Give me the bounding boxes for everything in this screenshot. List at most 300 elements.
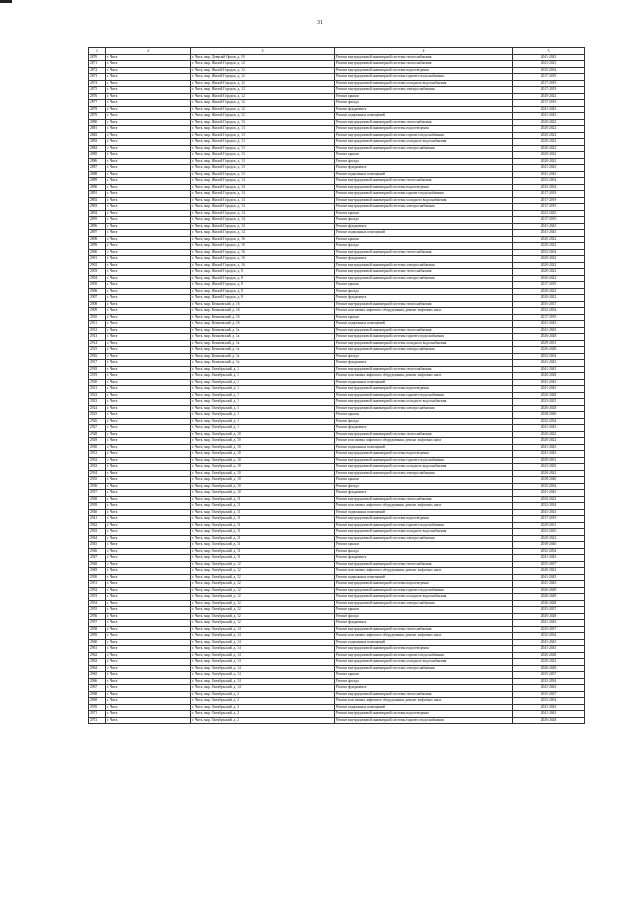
row-number-cell: 2919 [89,373,106,380]
municipality-cell: г. Чита [106,386,191,393]
municipality-cell: г. Чита [106,522,191,529]
address-cell: г. Чита, мкр. Октябрьский, д. 1 [191,392,335,399]
municipality-cell: г. Чита [106,308,191,315]
row-number-cell: 2911 [89,321,106,328]
work-type-cell: Ремонт или замена лифтового оборудования, ремонт лифтовых шахт [335,373,513,380]
address-cell: г. Чита, мкр. Жилой Городок, д. 13 [191,132,335,139]
period-cell: 2017-2019 [513,191,585,198]
row-number-cell: 2878 [89,106,106,113]
address-cell: г. Чита, мкр. Жилой Городок, д. 8 [191,288,335,295]
municipality-cell: г. Чита [106,269,191,276]
address-cell: г. Чита, мкр. Жилой Городок, д. 12 [191,67,335,74]
period-cell: 2032-2034 [513,353,585,360]
municipality-cell: г. Чита [106,152,191,159]
row-number-cell: 2874 [89,80,106,87]
row-number-cell: 2916 [89,353,106,360]
address-cell: г. Чита, мкр. Октябрьский, д. 10 [191,470,335,477]
municipality-cell: г. Чита [106,685,191,692]
municipality-cell: г. Чита [106,54,191,61]
address-cell: г. Чита, мкр. Октябрьский, д. 12 [191,613,335,620]
repair-registry-table [88,47,585,724]
work-type-cell: Ремонт внутридомовой инженерной системы электроснабжения [335,665,513,672]
address-cell: г. Чита, мкр. Жилой Городок, д. 8 [191,295,335,302]
period-cell: 2029-2031 [513,457,585,464]
municipality-cell: г. Чита [106,711,191,718]
work-type-cell: Ремонт внутридомовой инженерной системы электроснабжения [335,405,513,412]
page-number: 31 [317,20,323,26]
period-cell: 2032-2034 [513,178,585,185]
period-cell: 2041-2043 [513,711,585,718]
period-cell: 2041-2043 [513,704,585,711]
period-cell: 2041-2043 [513,490,585,497]
column-header: 1 [89,48,106,55]
work-type-cell: Ремонт внутридомовой инженерной системы теплоснабжения [335,691,513,698]
period-cell: 2032-2034 [513,483,585,490]
municipality-cell: г. Чита [106,126,191,133]
row-number-cell: 2930 [89,444,106,451]
address-cell: г. Чита, мкр. Октябрьский, д. 14 [191,626,335,633]
municipality-cell: г. Чита [106,704,191,711]
row-number-cell: 2895 [89,217,106,224]
period-cell: 2020-2022 [513,269,585,276]
address-cell: г. Чита, мкр. Жилой Городок, д. 16 [191,256,335,263]
address-cell: г. Чита, мкр. Жилой Городок, д. 12 [191,80,335,87]
row-number-cell: 2910 [89,314,106,321]
work-type-cell: Ремонт внутридомовой инженерной системы теплоснабжения [335,178,513,185]
municipality-cell: г. Чита [106,438,191,445]
period-cell: 2041-2043 [513,581,585,588]
municipality-cell: г. Чита [106,483,191,490]
period-cell: 2026-2028 [513,334,585,341]
address-cell: г. Чита, мкр. Октябрьский, д. 1 [191,425,335,432]
row-number-cell: 2939 [89,503,106,510]
row-number-cell: 2942 [89,522,106,529]
address-cell: г. Чита, мкр. Октябрьский, д. 12 [191,600,335,607]
row-number-cell: 2871 [89,61,106,68]
work-type-cell: Ремонт внутридомовой инженерной системы водоотведения [335,711,513,718]
address-cell: г. Чита, мкр. Жилой Городок, д. 8 [191,282,335,289]
row-number-cell: 2912 [89,327,106,334]
municipality-cell: г. Чита [106,243,191,250]
municipality-cell: г. Чита [106,210,191,217]
municipality-cell: г. Чита [106,405,191,412]
municipality-cell: г. Чита [106,321,191,328]
row-number-cell: 2872 [89,67,106,74]
address-cell: г. Чита, мкр. Октябрьский, д. 11 [191,516,335,523]
row-number-cell: 2951 [89,581,106,588]
work-type-cell: Ремонт крыши [335,210,513,217]
municipality-cell: г. Чита [106,171,191,178]
address-cell: г. Чита, мкр. Октябрьский, д. 10 [191,457,335,464]
address-cell: г. Чита, мкр. Октябрьский, д. 14 [191,652,335,659]
municipality-cell: г. Чита [106,256,191,263]
row-number-cell: 2890 [89,184,106,191]
period-cell: 2020-2022 [513,262,585,269]
municipality-cell: г. Чита [106,87,191,94]
address-cell: г. Чита, мкр. Октябрьский, д. 1 [191,386,335,393]
municipality-cell: г. Чита [106,509,191,516]
address-cell: г. Чита, мкр. Жилой Городок, д. 14 [191,184,335,191]
work-type-cell: Ремонт фундамента [335,490,513,497]
period-cell: 2041-2043 [513,165,585,172]
municipality-cell: г. Чита [106,431,191,438]
period-cell: 2032-2034 [513,67,585,74]
row-number-cell: 2956 [89,613,106,620]
work-type-cell: Ремонт крыши [335,542,513,549]
period-cell: 2026-2028 [513,392,585,399]
work-type-cell: Ремонт внутридомовой инженерной системы горячего водоснабжения [335,392,513,399]
municipality-cell: г. Чита [106,659,191,666]
address-cell: г. Чита, мкр. Октябрьский, д. 14 [191,672,335,679]
municipality-cell: г. Чита [106,288,191,295]
address-cell: г. Чита, мкр. Октябрьский, д. 11 [191,529,335,536]
period-cell: 2035-2037 [513,672,585,679]
period-cell: 2026-2028 [513,405,585,412]
address-cell: г. Чита, мкр. Жилой Городок, д. 13 [191,126,335,133]
work-type-cell: Ремонт внутридомовой инженерной системы водоотведения [335,126,513,133]
work-type-cell: Ремонт внутридомовой инженерной системы холодного водоснабжения [335,80,513,87]
row-number-cell: 2883 [89,139,106,146]
row-number-cell: 2957 [89,620,106,627]
row-number-cell: 2899 [89,243,106,250]
work-type-cell: Ремонт или замена лифтового оборудования, ремонт лифтовых шахт [335,438,513,445]
work-type-cell: Ремонт фасада [335,613,513,620]
work-type-cell: Ремонт внутридомовой инженерной системы водоотведения [335,516,513,523]
period-cell: 2041-2043 [513,113,585,120]
work-type-cell: Ремонт внутридомовой инженерной системы водоотведения [335,451,513,458]
work-type-cell: Ремонт фундамента [335,165,513,172]
period-cell: 2032-2034 [513,249,585,256]
row-number-cell: 2886 [89,158,106,165]
work-type-cell: Ремонт фундамента [335,295,513,302]
row-number-cell: 2915 [89,347,106,354]
work-type-cell: Ремонт крыши [335,236,513,243]
municipality-cell: г. Чита [106,80,191,87]
work-type-cell: Ремонт фасада [335,158,513,165]
work-type-cell: Ремонт внутридомовой инженерной системы горячего водоснабжения [335,191,513,198]
work-type-cell: Ремонт внутридомовой инженерной системы электроснабжения [335,262,513,269]
period-cell: 2041-2043 [513,321,585,328]
municipality-cell: г. Чита [106,340,191,347]
address-cell: г. Чита, мкр. Октябрьский, д. 1 [191,366,335,373]
row-number-cell: 2969 [89,698,106,705]
municipality-cell: г. Чита [106,646,191,653]
work-type-cell: Ремонт крыши [335,93,513,100]
row-number-cell: 2879 [89,113,106,120]
address-cell: г. Чита, мкр. Кешковский, д. 1а [191,360,335,367]
row-number-cell: 2935 [89,477,106,484]
municipality-cell: г. Чита [106,165,191,172]
period-cell: 2026-2028 [513,652,585,659]
municipality-cell: г. Чита [106,607,191,614]
municipality-cell: г. Чита [106,620,191,627]
period-cell: 2017-2019 [513,204,585,211]
municipality-cell: г. Чита [106,561,191,568]
address-cell: г. Чита, мкр. Октябрьский, д. 2 [191,711,335,718]
row-number-cell: 2876 [89,93,106,100]
address-cell: г. Чита, мкр. Октябрьский, д. 11 [191,555,335,562]
period-cell: 2041-2043 [513,685,585,692]
municipality-cell: г. Чита [106,113,191,120]
address-cell: г. Чита, мкр. Октябрьский, д. 11 [191,535,335,542]
work-type-cell: Ремонт внутридомовой инженерной системы горячего водоснабжения [335,457,513,464]
work-type-cell: Ремонт фундамента [335,425,513,432]
work-type-cell: Ремонт фундамента [335,685,513,692]
address-cell: г. Чита, мкр. Октябрьский, д. 12 [191,587,335,594]
period-cell: 2041-2043 [513,366,585,373]
row-number-cell: 2954 [89,600,106,607]
address-cell: г. Чита, мкр. Жилой Городок, д. 12 [191,93,335,100]
period-cell: 2026-2028 [513,665,585,672]
period-cell: 2020-2022 [513,470,585,477]
address-cell: г. Чита, мкр. Жилой Городок, д. 8 [191,269,335,276]
work-type-cell: Ремонт фасада [335,217,513,224]
municipality-cell: г. Чита [106,93,191,100]
row-number-cell: 2882 [89,132,106,139]
address-cell: г. Чита, мкр. Жилой Городок, д. 13 [191,171,335,178]
address-cell: г. Чита, мкр. Октябрьский, д. 10 [191,438,335,445]
period-cell: 2017-2019 [513,516,585,523]
address-cell: г. Чита, мкр. Жилой Городок, д. 14 [191,217,335,224]
row-number-cell: 2937 [89,490,106,497]
period-cell: 2026-2028 [513,347,585,354]
work-type-cell: Ремонт подвальных помещений [335,639,513,646]
row-number-cell: 2955 [89,607,106,614]
period-cell: 2023-2025 [513,399,585,406]
work-type-cell: Ремонт внутридомовой инженерной системы теплоснабжения [335,496,513,503]
work-type-cell: Ремонт внутридомовой инженерной системы водоотведения [335,646,513,653]
row-number-cell: 2933 [89,464,106,471]
address-cell: г. Чита, мкр. Жилой Городок, д. 12 [191,87,335,94]
row-number-cell: 2936 [89,483,106,490]
municipality-cell: г. Чита [106,132,191,139]
municipality-cell: г. Чита [106,594,191,601]
row-number-cell: 2905 [89,282,106,289]
period-cell: 2041-2043 [513,379,585,386]
address-cell: г. Чита, мкр. Октябрьский, д. 10 [191,451,335,458]
row-number-cell: 2945 [89,542,106,549]
period-cell: 2032-2034 [513,503,585,510]
period-cell: 2032-2034 [513,633,585,640]
period-cell: 2041-2043 [513,106,585,113]
address-cell: г. Чита, мкр. Жилой Городок, д. 14 [191,223,335,230]
period-cell: 2020-2022 [513,236,585,243]
municipality-cell: г. Чита [106,600,191,607]
row-number-cell: 2938 [89,496,106,503]
work-type-cell: Ремонт внутридомовой инженерной системы электроснабжения [335,600,513,607]
address-cell: г. Чита, мкр. Октябрьский, д. 14 [191,659,335,666]
municipality-cell: г. Чита [106,314,191,321]
municipality-cell: г. Чита [106,119,191,126]
row-number-cell: 2966 [89,678,106,685]
row-number-cell: 2927 [89,425,106,432]
row-number-cell: 2967 [89,685,106,692]
row-number-cell: 2893 [89,204,106,211]
work-type-cell: Ремонт внутридомовой инженерной системы электроснабжения [335,347,513,354]
address-cell: г. Чита, мкр. Октябрьский, д. 10 [191,464,335,471]
municipality-cell: г. Чита [106,451,191,458]
address-cell: г. Чита, мкр. Октябрьский, д. 1 [191,405,335,412]
municipality-cell: г. Чита [106,184,191,191]
municipality-cell: г. Чита [106,548,191,555]
address-cell: г. Чита, мкр. Октябрьский, д. 14 [191,633,335,640]
work-type-cell: Ремонт фасада [335,288,513,295]
row-number-cell: 2875 [89,87,106,94]
row-number-cell: 2922 [89,392,106,399]
municipality-cell: г. Чита [106,67,191,74]
work-type-cell: Ремонт крыши [335,607,513,614]
municipality-cell: г. Чита [106,61,191,68]
row-number-cell: 2903 [89,269,106,276]
work-type-cell: Ремонт внутридомовой инженерной системы электроснабжения [335,535,513,542]
municipality-cell: г. Чита [106,197,191,204]
work-type-cell: Ремонт или замена лифтового оборудования, ремонт лифтовых шахт [335,308,513,315]
municipality-cell: г. Чита [106,574,191,581]
municipality-cell: г. Чита [106,639,191,646]
municipality-cell: г. Чита [106,542,191,549]
period-cell: 2023-2025 [513,210,585,217]
row-number-cell: 2909 [89,308,106,315]
row-number-cell: 2880 [89,119,106,126]
period-cell: 2020-2022 [513,243,585,250]
address-cell: г. Чита, мкр. Октябрьский, д. 12 [191,607,335,614]
column-header: 5 [513,48,585,55]
period-cell: 2020-2022 [513,288,585,295]
municipality-cell: г. Чита [106,373,191,380]
municipality-cell: г. Чита [106,204,191,211]
address-cell: г. Чита, мкр. Жилой Городок, д. 8 [191,275,335,282]
row-number-cell: 2894 [89,210,106,217]
row-number-cell: 2926 [89,418,106,425]
work-type-cell: Ремонт фундамента [335,223,513,230]
address-cell: г. Чита, мкр. Октябрьский, д. 2 [191,691,335,698]
address-cell: г. Чита, мкр. Октябрьский, д. 1 [191,379,335,386]
address-cell: г. Чита, мкр. Октябрьский, д. 1 [191,373,335,380]
period-cell: 2017-2019 [513,100,585,107]
municipality-cell: г. Чита [106,444,191,451]
work-type-cell: Ремонт фасада [335,548,513,555]
row-number-cell: 2888 [89,171,106,178]
corner-mark [0,0,12,3]
period-cell: 2020-2022 [513,659,585,666]
address-cell: г. Чита, мкр. Октябрьский, д. 12 [191,568,335,575]
row-number-cell: 2960 [89,639,106,646]
period-cell: 2041-2043 [513,574,585,581]
work-type-cell: Ремонт внутридомовой инженерной системы теплоснабжения [335,249,513,256]
period-cell: 2023-2025 [513,61,585,68]
work-type-cell: Ремонт фасада [335,678,513,685]
period-cell: 2032-2034 [513,308,585,315]
period-cell: 2029-2031 [513,522,585,529]
address-cell: г. Чита, мкр. Девятый Орлов, д. 10 [191,54,335,61]
row-number-cell: 2968 [89,691,106,698]
work-type-cell: Ремонт фундамента [335,106,513,113]
address-cell: г. Чита, мкр. Кешковский, д. 16 [191,321,335,328]
period-cell: 2041-2043 [513,509,585,516]
address-cell: г. Чита, мкр. Кешковский, д. 16 [191,314,335,321]
municipality-cell: г. Чита [106,457,191,464]
row-number-cell: 2949 [89,568,106,575]
address-cell: г. Чита, мкр. Октябрьский, д. 1 [191,399,335,406]
municipality-cell: г. Чита [106,327,191,334]
address-cell: г. Чита, мкр. Октябрьский, д. 12 [191,620,335,627]
period-cell: 2020-2022 [513,568,585,575]
period-cell: 2020-2022 [513,295,585,302]
municipality-cell: г. Чита [106,555,191,562]
address-cell: г. Чита, мкр. Жилой Городок, д. 14 [191,204,335,211]
period-cell: 2020-2022 [513,139,585,146]
period-cell: 2035-2037 [513,607,585,614]
period-cell: 2041-2043 [513,639,585,646]
address-cell: г. Чита, мкр. Кешковский, д. 16 [191,308,335,315]
address-cell: г. Чита, мкр. Октябрьский, д. 14 [191,665,335,672]
municipality-cell: г. Чита [106,652,191,659]
period-cell: 2038-2040 [513,542,585,549]
work-type-cell: Ремонт крыши [335,672,513,679]
column-header: 2 [106,48,191,55]
work-type-cell: Ремонт внутридомовой инженерной системы горячего водоснабжения [335,522,513,529]
work-type-cell: Ремонт внутридомовой инженерной системы электроснабжения [335,275,513,282]
period-cell: 2020-2022 [513,145,585,152]
municipality-cell: г. Чита [106,418,191,425]
row-number-cell: 2924 [89,405,106,412]
address-cell: г. Чита, мкр. Октябрьский, д. 10 [191,477,335,484]
address-cell: г. Чита, мкр. Жилой Городок, д. 13 [191,165,335,172]
municipality-cell: г. Чита [106,535,191,542]
period-cell: 2029-2031 [513,340,585,347]
work-type-cell: Ремонт фасада [335,483,513,490]
address-cell: г. Чита, мкр. Кешковский, д. 1а [191,347,335,354]
period-cell: 2026-2028 [513,373,585,380]
municipality-cell: г. Чита [106,262,191,269]
municipality-cell: г. Чита [106,399,191,406]
work-type-cell: Ремонт внутридомовой инженерной системы водоотведения [335,67,513,74]
work-type-cell: Ремонт фундамента [335,555,513,562]
municipality-cell: г. Чита [106,665,191,672]
work-type-cell: Ремонт внутридомовой инженерной системы водоотведения [335,386,513,393]
address-cell: г. Чита, мкр. Октябрьский, д. 12 [191,574,335,581]
work-type-cell: Ремонт внутридомовой инженерной системы холодного водоснабжения [335,340,513,347]
work-type-cell: Ремонт фасада [335,353,513,360]
work-type-cell: Ремонт внутридомовой инженерной системы холодного водоснабжения [335,594,513,601]
row-number-cell: 2897 [89,230,106,237]
period-cell: 2017-2019 [513,314,585,321]
table-row [89,717,585,724]
period-cell: 2041-2043 [513,555,585,562]
period-cell: 2020-2022 [513,535,585,542]
period-cell: 2020-2022 [513,132,585,139]
period-cell: 2038-2040 [513,477,585,484]
work-type-cell: Ремонт крыши [335,412,513,419]
municipality-cell: г. Чита [106,633,191,640]
row-number-cell: 2931 [89,451,106,458]
period-cell: 2026-2028 [513,717,585,724]
municipality-cell: г. Чита [106,236,191,243]
row-number-cell: 2920 [89,379,106,386]
period-cell: 2041-2043 [513,444,585,451]
work-type-cell: Ремонт подвальных помещений [335,704,513,711]
work-type-cell: Ремонт подвальных помещений [335,509,513,516]
work-type-cell: Ремонт или замена лифтового оборудования, ремонт лифтовых шахт [335,503,513,510]
work-type-cell: Ремонт фундамента [335,620,513,627]
period-cell: 2041-2043 [513,327,585,334]
row-number-cell: 2970 [89,704,106,711]
work-type-cell: Ремонт крыши [335,282,513,289]
work-type-cell: Ремонт внутридомовой инженерной системы горячего водоснабжения [335,587,513,594]
work-type-cell: Ремонт внутридомовой инженерной системы теплоснабжения [335,626,513,633]
work-type-cell: Ремонт подвальных помещений [335,574,513,581]
address-cell: г. Чита, мкр. Жилой Городок, д. 14 [191,230,335,237]
